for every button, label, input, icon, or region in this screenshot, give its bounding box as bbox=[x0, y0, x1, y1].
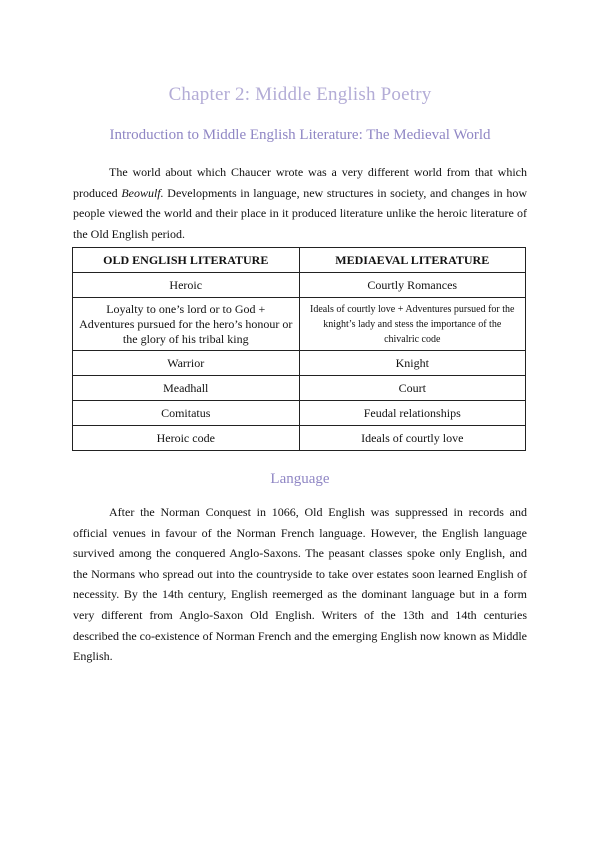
section-heading-medieval-world: Introduction to Middle English Literature: The Medieval World bbox=[109, 127, 491, 143]
table-row bbox=[73, 426, 526, 451]
table-cell: Heroic bbox=[73, 273, 300, 298]
header-mediaeval: MEDIAEVAL LITERATURE bbox=[299, 248, 526, 273]
table-cell: Knight bbox=[299, 351, 526, 376]
table-cell: Feudal relationships bbox=[299, 401, 526, 426]
table-cell: Meadhall bbox=[73, 376, 300, 401]
table-row bbox=[73, 273, 526, 298]
intro-text-before: The world about which Chaucer wrote was a very different world from that which produced bbox=[73, 165, 527, 200]
table-row bbox=[73, 401, 526, 426]
intro-paragraph bbox=[73, 162, 527, 244]
language-text: After the Norman Conquest in 1066, Old English was suppressed in records and official venues in favour of the Norman French language. However, the English language survived among the conquered Anglo-Saxons. The peasant classes spoke only English, and the Normans who spread out into the countryside to take over estates soon learned English of necessity. By the 14th century, English reemerged as the dominant language but in a form very different from Anglo-Saxon Old English. Writers of the 13th and 14th centuries described the co-existence of Norman French and the emerging English now known as Middle English. bbox=[73, 505, 527, 664]
language-paragraph bbox=[73, 502, 527, 667]
table-cell: Warrior bbox=[73, 351, 300, 376]
table-cell: Comitatus bbox=[73, 401, 300, 426]
table-cell: Heroic code bbox=[73, 426, 300, 451]
table-row bbox=[73, 351, 526, 376]
table-cell: Ideals of courtly love bbox=[299, 426, 526, 451]
table-row bbox=[73, 376, 526, 401]
table-cell: Ideals of courtly love + Adventures pursued for the knight’s lady and stess the importance of the chivalric code bbox=[299, 298, 526, 351]
beowulf-title: Beowulf. bbox=[121, 185, 164, 200]
section-heading-language: Language bbox=[270, 471, 330, 487]
chapter-title: Chapter 2: Middle English Poetry bbox=[168, 84, 432, 105]
table-cell: Courtly Romances bbox=[299, 273, 526, 298]
header-old-english: OLD ENGLISH LITERATURE bbox=[73, 248, 300, 273]
intro-text-after: Developments in language, new structures in society, and changes in how people viewed the world and their place in it produced literature unlike the heroic literature of the Old English period. bbox=[73, 185, 527, 241]
table-cell: Loyalty to one’s lord or to God + Adventures pursued for the hero’s honour or the glory of his tribal king bbox=[73, 298, 300, 351]
table-cell: Court bbox=[299, 376, 526, 401]
table-header-row bbox=[73, 248, 526, 273]
comparison-table bbox=[72, 247, 526, 451]
table-row bbox=[73, 298, 526, 351]
